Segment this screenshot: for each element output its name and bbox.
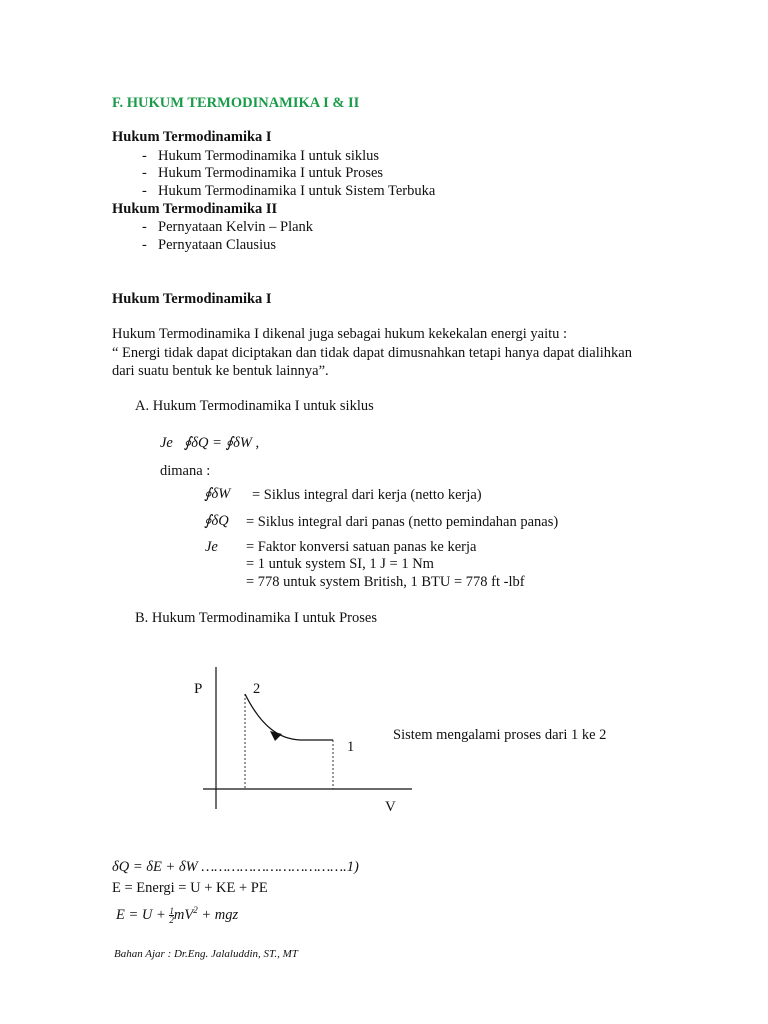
process-curve [245, 694, 333, 740]
equation-2: E = Energi = U + KE + PE [112, 880, 268, 896]
point-2-label: 2 [253, 681, 261, 697]
def-text-q: = Siklus integral dari panas (netto pemindahan panas) [246, 514, 559, 530]
half-fraction: $\frac{1}{2}$ [169, 906, 174, 925]
p-label: P [194, 681, 203, 697]
def-symbol-w: ∮δW [204, 486, 231, 502]
law1-quote-line2: dari suatu bentuk ke bentuk lainnya”. [112, 363, 329, 379]
equation-3: E = U + $\frac{1}{2}$ $mV^2$ + mgz [116, 905, 239, 925]
outline-law1-item: - Hukum Termodinamika I untuk siklus [142, 148, 380, 164]
je-line3: = 778 untuk system British, 1 BTU = 778 ft -lbf [246, 574, 525, 590]
outline-law1-item: - Hukum Termodinamika I untuk Proses [142, 165, 384, 181]
part-a-heading: A. Hukum Termodinamika I untuk siklus [135, 398, 374, 414]
outline-law2-item: - Pernyataan Kelvin – Plank [142, 219, 314, 235]
law1-heading: Hukum Termodinamika I [112, 291, 272, 307]
point-1-label: 1 [347, 739, 355, 755]
eq-je: Je [160, 435, 173, 451]
outline-law2-item: - Pernyataan Clausius [142, 237, 276, 253]
diagram-caption: Sistem mengalami proses dari 1 ke 2 [393, 727, 607, 743]
def-text-je: = Faktor konversi satuan panas ke kerja [246, 539, 477, 555]
law1-intro: Hukum Termodinamika I dikenal juga sebagai hukum kekekalan energi yaitu : [112, 326, 568, 342]
page-footer: Bahan Ajar : Dr.Eng. Jalaluddin, ST., MT [114, 948, 298, 960]
part-b-heading: B. Hukum Termodinamika I untuk Proses [135, 610, 377, 626]
process-arrow [270, 731, 282, 741]
outline-law2-heading: Hukum Termodinamika II [112, 201, 278, 217]
def-symbol-je: Je [205, 539, 218, 555]
def-symbol-q: ∮δQ [204, 513, 229, 529]
section-title: F. HUKUM TERMODINAMIKA I & II [112, 95, 360, 111]
je-line2: = 1 untuk system SI, 1 J = 1 Nm [246, 556, 434, 572]
def-text-w: = Siklus integral dari kerja (netto kerja) [252, 487, 482, 503]
outline-law1-heading: Hukum Termodinamika I [112, 129, 272, 145]
v-label: V [385, 799, 396, 815]
eq-rhs: ∮δQ = ∮δW , [183, 435, 260, 451]
dimana-label: dimana : [160, 463, 211, 479]
law1-quote-line1: “ Energi tidak dapat diciptakan dan tidak dapat dimusnahkan tetapi hanya dapat dialihkan [112, 345, 632, 361]
equation-1: δQ = δE + δW …………………………….1) [112, 859, 359, 875]
outline-law1-item: - Hukum Termodinamika I untuk Sistem Terbuka [142, 183, 436, 199]
